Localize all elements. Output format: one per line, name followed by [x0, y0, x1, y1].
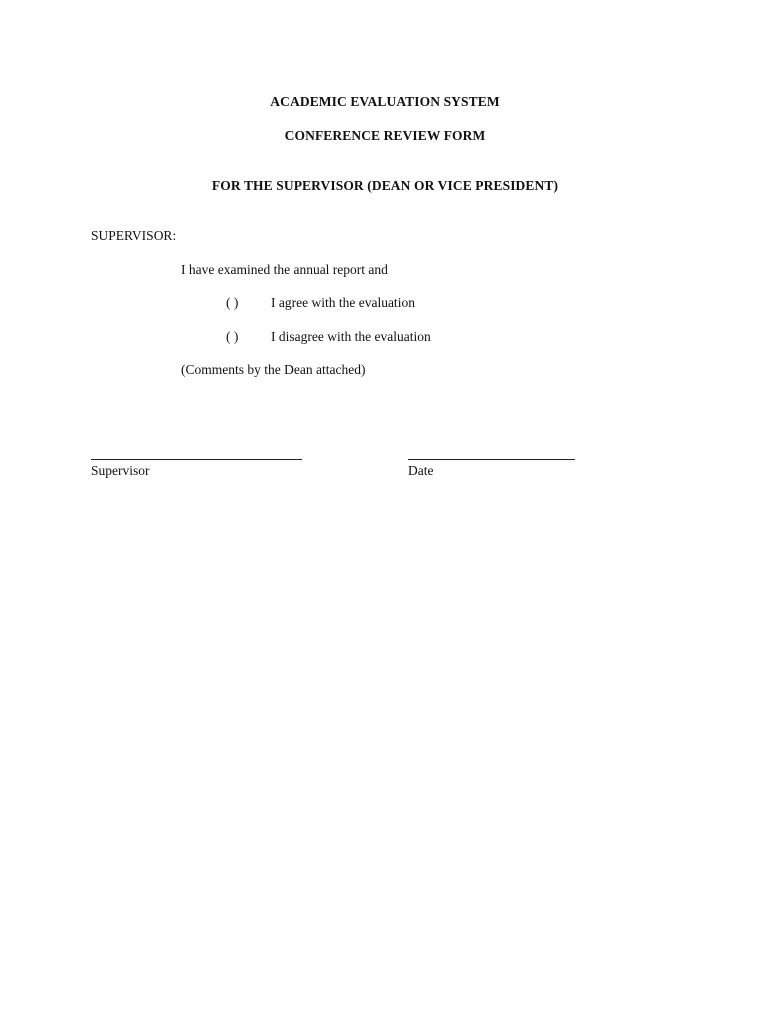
supervisor-signature-label: Supervisor [91, 463, 150, 478]
agree-checkbox[interactable]: ( ) [226, 295, 239, 310]
disagree-option-label: I disagree with the evaluation [271, 329, 431, 344]
disagree-checkbox[interactable]: ( ) [226, 329, 239, 344]
form-title: CONFERENCE REVIEW FORM [284, 128, 486, 143]
date-signature-label: Date [408, 463, 434, 478]
form-audience: FOR THE SUPERVISOR (DEAN OR VICE PRESIDENT) [211, 178, 559, 193]
supervisor-signature-line[interactable] [91, 459, 302, 460]
intro-statement: I have examined the annual report and [181, 262, 388, 277]
agree-option-label: I agree with the evaluation [271, 295, 415, 310]
form-system-title: ACADEMIC EVALUATION SYSTEM [270, 94, 500, 109]
comments-note: (Comments by the Dean attached) [181, 362, 366, 377]
date-signature-line[interactable] [408, 459, 575, 460]
supervisor-label: SUPERVISOR: [91, 228, 177, 243]
